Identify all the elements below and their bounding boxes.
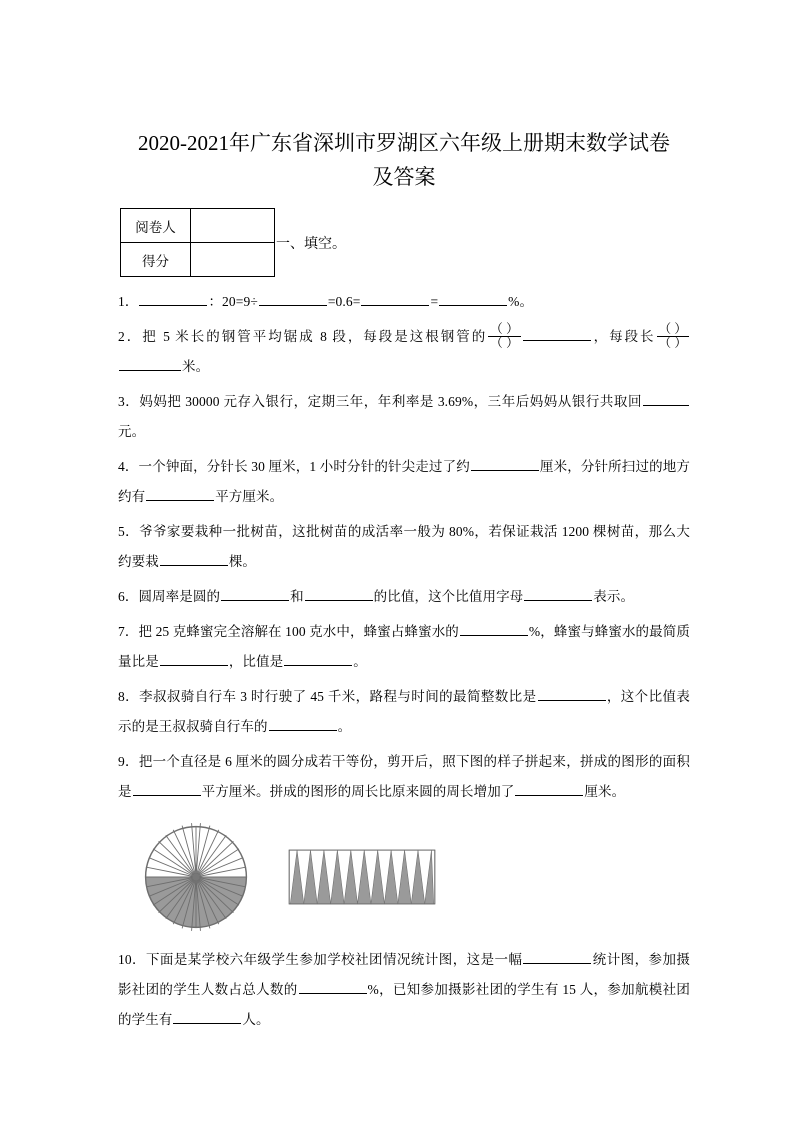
section-header	[120, 208, 690, 277]
question-1-text-4: %。	[508, 294, 534, 309]
answer-blank[interactable]	[269, 716, 337, 731]
question-5-number: 5．	[118, 524, 140, 539]
question-9-text-1: 把一个直径是 6 厘米的圆分成若干等份，剪开后，照下图的样子拼起来，拼成的图形的面积是	[118, 754, 691, 799]
fraction-placeholder	[488, 323, 520, 350]
question-2-text-3: 米。	[182, 359, 210, 374]
section-label: 一、填空。	[276, 236, 346, 252]
question-3-text-1: 妈妈把 30000 元存入银行，定期三年，年利率是 3.69%，三年后妈妈从银行共取回	[139, 394, 642, 409]
question-7-text-1: 把 25 克蜂蜜完全溶解在 100 克水中，蜂蜜占蜂蜜水的	[138, 624, 459, 639]
answer-blank[interactable]	[259, 291, 327, 306]
score-value[interactable]	[191, 243, 275, 277]
answer-blank[interactable]	[471, 456, 539, 471]
question-3-text-2: 元。	[118, 424, 146, 439]
reviewer-label: 阅卷人	[121, 209, 191, 243]
answer-blank[interactable]	[119, 356, 181, 371]
question-3	[118, 387, 690, 447]
question-list	[118, 287, 690, 1035]
fraction-numerator[interactable]: （ ）	[490, 322, 519, 337]
question-9-number: 9．	[118, 754, 139, 769]
question-6-text-2: 和	[290, 589, 304, 604]
question-7-text-4: 。	[353, 654, 367, 669]
fraction-numerator[interactable]: （ ）	[658, 322, 687, 337]
answer-blank[interactable]	[299, 979, 367, 994]
answer-blank[interactable]	[524, 586, 592, 601]
question-7	[118, 617, 690, 677]
question-6-text-3: 的比值，这个比值用字母	[373, 589, 524, 604]
question-2-text-1: 把 5 米长的钢管平均锯成 8 段，每段是这根钢管的	[142, 329, 488, 344]
question-2-number: 2．	[118, 329, 143, 344]
question-5	[118, 517, 690, 577]
score-table	[120, 208, 275, 277]
answer-blank[interactable]	[361, 291, 429, 306]
question-8-text-2: ，这个比值表示的是王叔叔骑自行车的	[118, 689, 690, 734]
question-10-text-4: 人。	[242, 1012, 270, 1027]
page-title-line1: 2020-2021年广东省深圳市罗湖区六年级上册期末数学试卷	[138, 131, 670, 155]
question-9-figure	[118, 823, 690, 931]
question-10-text-2: 统计图，参加摄影社团的学生人数占总人数的	[118, 952, 690, 997]
question-7-number: 7．	[118, 624, 139, 639]
answer-blank[interactable]	[523, 949, 591, 964]
question-6-text-4: 表示。	[593, 589, 635, 604]
answer-blank[interactable]	[643, 391, 689, 406]
question-8-text-1: 李叔叔骑自行车 3 时行驶了 45 千米，路程与时间的最简整数比是	[139, 689, 537, 704]
sector-circle-icon	[142, 823, 250, 931]
page-title	[118, 126, 690, 194]
question-1-text-3: =	[430, 294, 439, 309]
answer-blank[interactable]	[284, 651, 352, 666]
answer-blank[interactable]	[523, 326, 591, 341]
answer-blank[interactable]	[139, 291, 207, 306]
rearranged-parallelogram-icon	[288, 849, 436, 905]
fraction-denominator[interactable]: （ ）	[658, 336, 687, 350]
question-8-number: 8．	[118, 689, 140, 704]
question-2	[118, 322, 690, 382]
answer-blank[interactable]	[515, 781, 583, 796]
question-4-text-2: 厘米，分针所扫过的地方约有	[118, 459, 690, 504]
score-label: 得分	[121, 243, 191, 277]
answer-blank[interactable]	[538, 686, 606, 701]
question-4-text-3: 平方厘米。	[215, 489, 284, 504]
question-9	[118, 747, 690, 807]
question-8-text-3: 。	[337, 719, 352, 734]
question-10-text-3: %，已知参加摄影社团的学生有 15 人，参加航模社团的学生有	[118, 982, 690, 1027]
question-1-text-2: =0.6=	[327, 294, 361, 309]
table-row	[121, 209, 275, 243]
question-4-text-1: 一个钟面，分针长 30 厘米，1 小时分针的针尖走过了约	[138, 459, 470, 474]
question-6-text-1: 圆周率是圆的	[138, 589, 221, 604]
question-6	[118, 582, 690, 612]
answer-blank[interactable]	[439, 291, 507, 306]
question-8	[118, 682, 690, 742]
question-1-text-1: ：20=9÷	[208, 294, 258, 309]
question-4-number: 4．	[118, 459, 139, 474]
answer-blank[interactable]	[173, 1009, 241, 1024]
question-7-text-3: ，比值是	[228, 654, 284, 669]
question-7-text-2: %，蜂蜜与蜂蜜水的最简质量比是	[118, 624, 690, 669]
question-9-text-2: 平方厘米。拼成的图形的周长比原来圆的周长增加了	[201, 784, 515, 799]
question-3-number: 3．	[118, 394, 140, 409]
answer-blank[interactable]	[305, 586, 373, 601]
answer-blank[interactable]	[160, 551, 228, 566]
table-row	[121, 243, 275, 277]
question-4	[118, 452, 690, 512]
question-2-text-2: ，每段长	[591, 329, 656, 344]
question-10-text-1: 下面是某学校六年级学生参加学校社团情况统计图，这是一幅	[145, 952, 523, 967]
question-10-number: 10．	[118, 952, 146, 967]
question-10	[118, 945, 690, 1035]
answer-blank[interactable]	[160, 651, 228, 666]
question-6-number: 6．	[118, 589, 139, 604]
fraction-denominator[interactable]: （ ）	[490, 336, 519, 350]
question-5-text-1: 爷爷家要栽种一批树苗，这批树苗的成活率一般为 80%，若保证栽活 1200 棵树苗，那么大约要栽	[118, 524, 691, 569]
question-1	[118, 287, 690, 317]
reviewer-value[interactable]	[191, 209, 275, 243]
answer-blank[interactable]	[133, 781, 201, 796]
answer-blank[interactable]	[146, 486, 214, 501]
question-1-number: 1．	[118, 294, 139, 309]
question-9-text-3: 厘米。	[584, 784, 626, 799]
answer-blank[interactable]	[460, 621, 528, 636]
question-5-text-2: 棵。	[228, 554, 257, 569]
fraction-placeholder	[657, 323, 689, 350]
answer-blank[interactable]	[221, 586, 289, 601]
page-title-line2: 及答案	[372, 165, 436, 189]
